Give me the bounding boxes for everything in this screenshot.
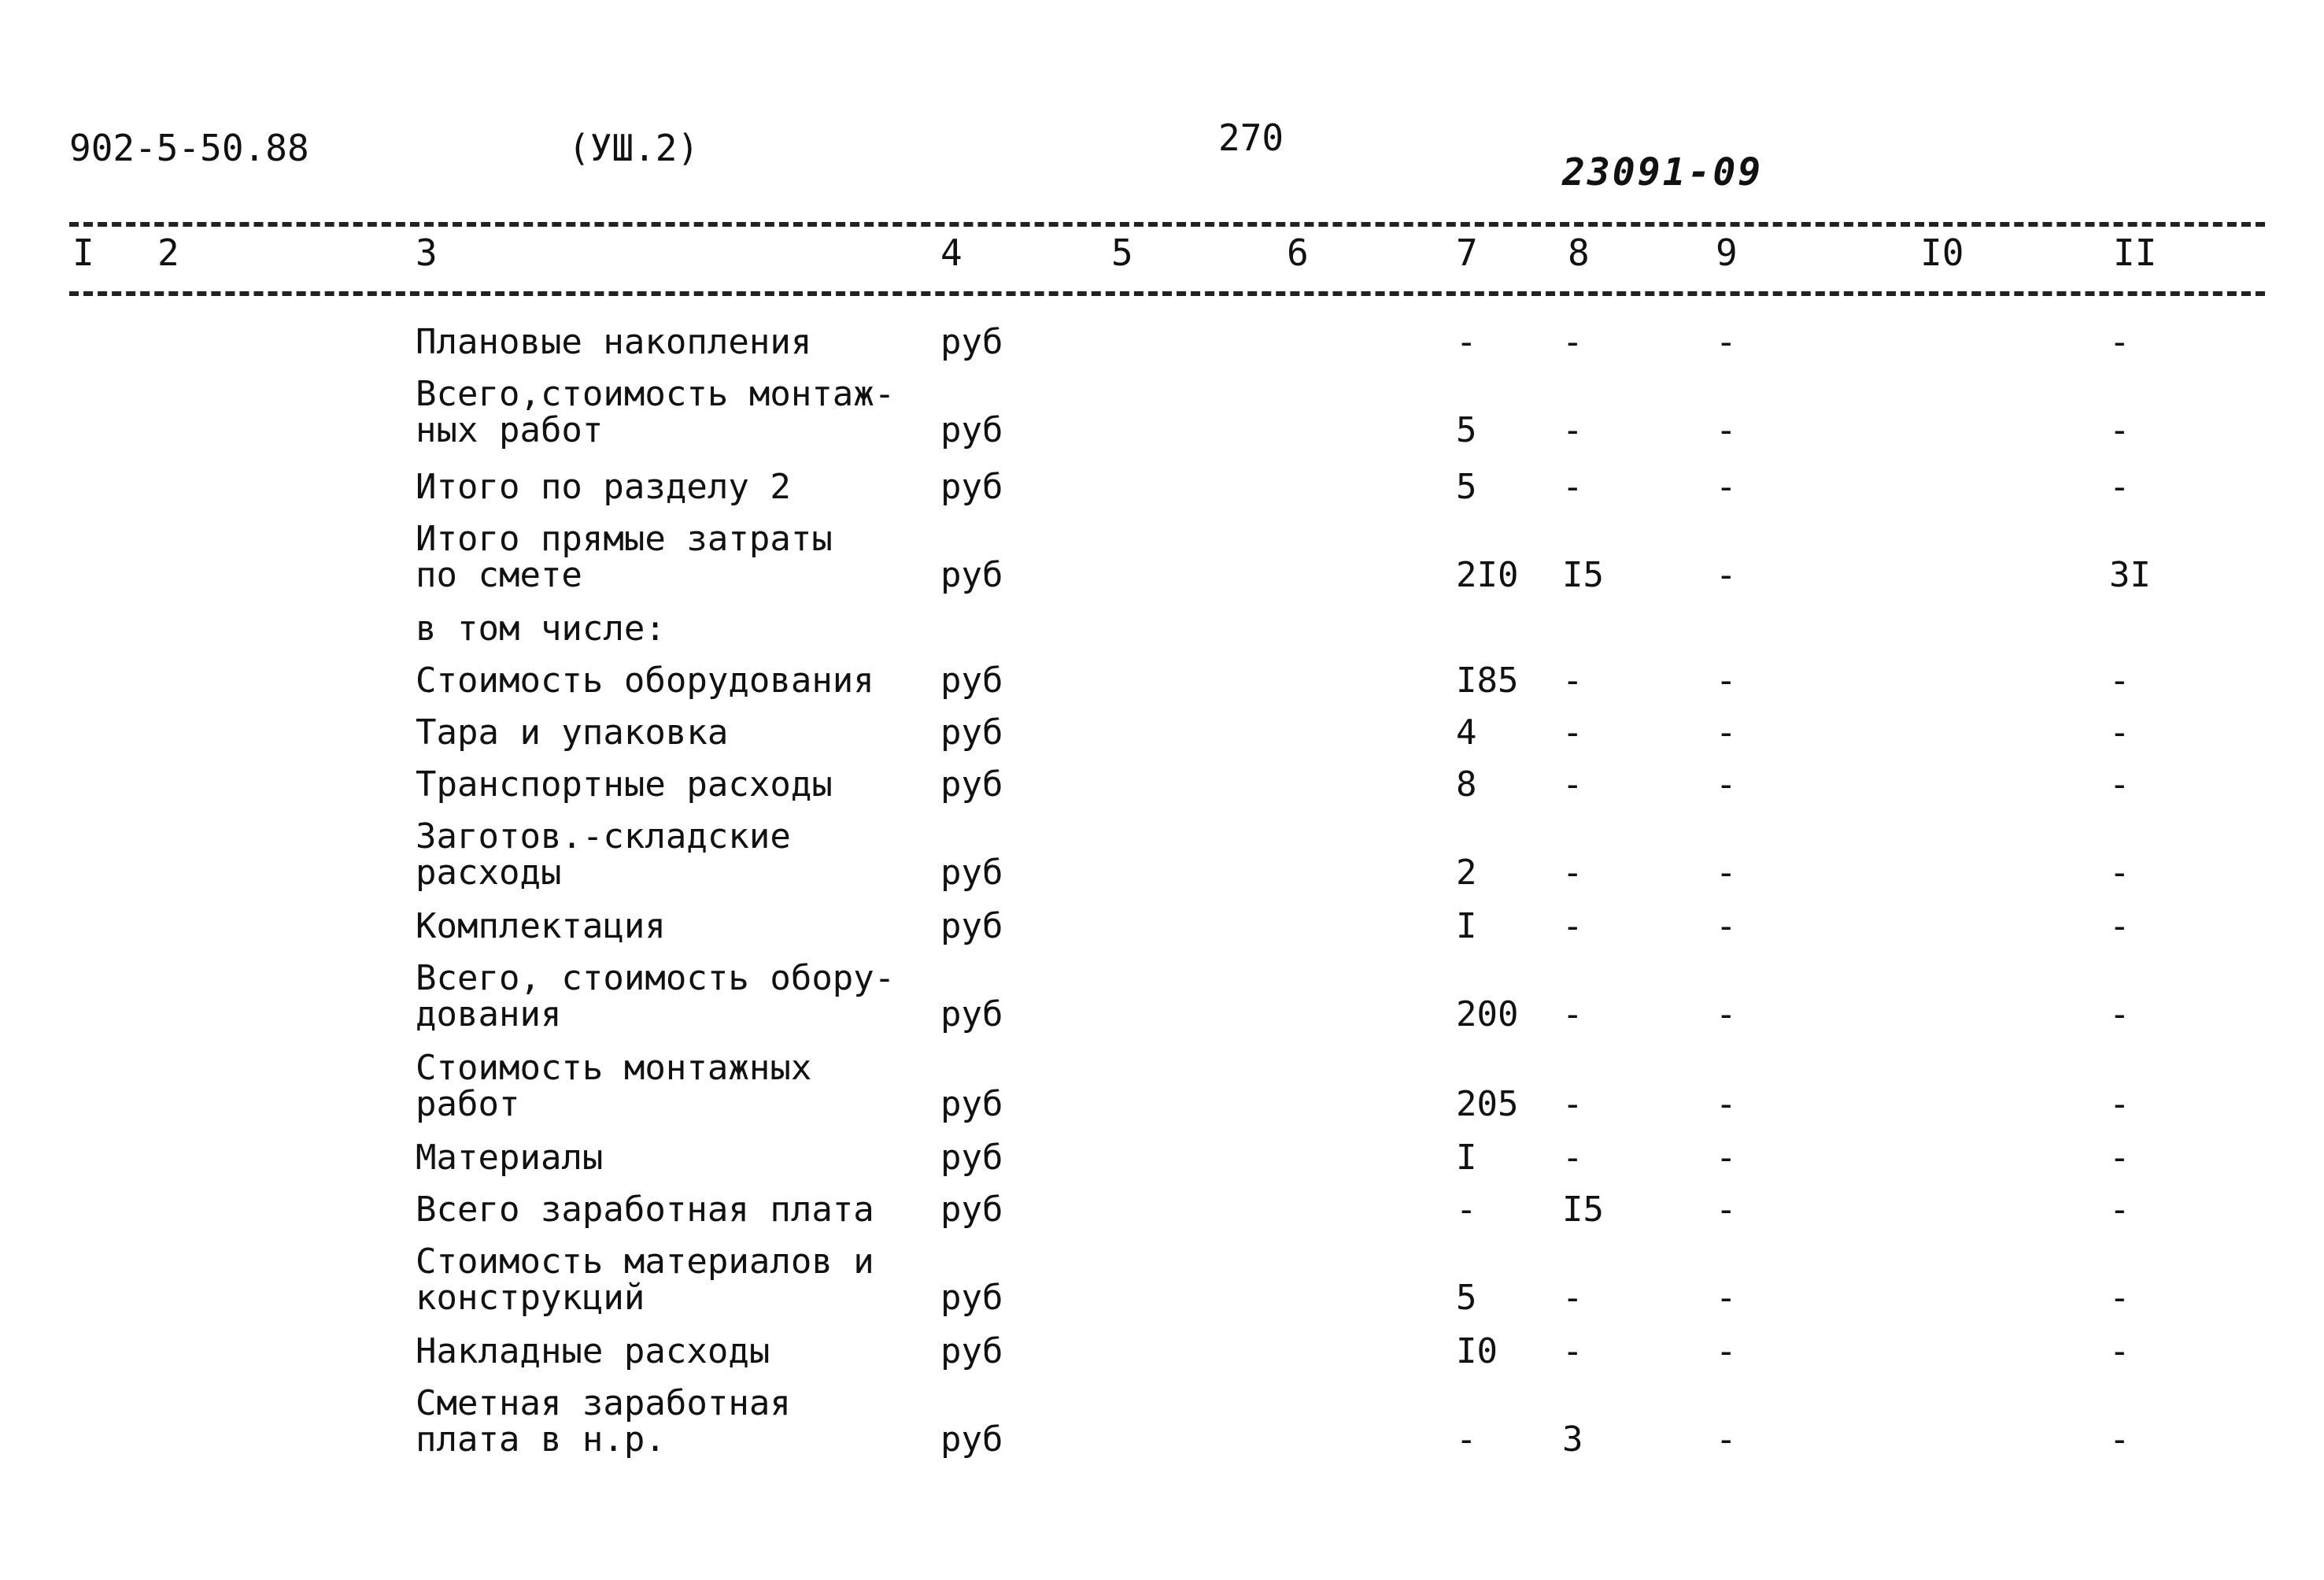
col8-value: - [1562, 322, 1583, 362]
item-name [416, 660, 927, 701]
item-name [416, 1383, 927, 1460]
col8-value: 3 [1562, 1419, 1583, 1460]
col9-value: - [1716, 994, 1737, 1034]
col8-value: - [1562, 410, 1583, 450]
item-name [416, 376, 927, 449]
item-name [416, 712, 927, 753]
col8-value: - [1562, 660, 1583, 701]
col9-value: - [1716, 322, 1737, 362]
col9-value: - [1716, 1278, 1737, 1318]
col7-value: 200 [1456, 994, 1519, 1034]
col11-value: - [2109, 712, 2130, 753]
unit-cell: руб [940, 660, 1003, 701]
unit-cell: руб [940, 322, 1003, 362]
unit-cell: руб [940, 410, 1003, 450]
col7-value: I [1456, 1138, 1477, 1178]
item-name-line: конструкций [416, 1278, 645, 1318]
col11-value: - [2109, 994, 2130, 1034]
item-name-line: Стоимость монтажных [416, 1048, 812, 1088]
unit-cell: руб [940, 994, 1003, 1034]
column-header-7: 7 [1456, 231, 1478, 274]
col11-value: - [2109, 1190, 2130, 1230]
col7-value: I85 [1456, 660, 1519, 701]
unit-cell: руб [940, 467, 1003, 507]
unit-cell: руб [940, 1331, 1003, 1371]
col8-value: - [1562, 712, 1583, 753]
item-name [416, 1241, 927, 1318]
col8-value: - [1562, 467, 1583, 507]
column-header-4: 4 [940, 231, 962, 274]
col11-value: - [2109, 322, 2130, 362]
document-code: 902-5-50.88 [69, 127, 309, 169]
col8-value: I5 [1562, 555, 1604, 595]
col9-value: - [1716, 1190, 1737, 1230]
item-name [416, 1331, 927, 1371]
col9-value: - [1716, 764, 1737, 805]
col9-value: - [1716, 906, 1737, 946]
col11-value: - [2109, 410, 2130, 450]
unit-cell: руб [940, 1138, 1003, 1178]
col11-value: - [2109, 1278, 2130, 1318]
item-name-line: Накладные расходы [416, 1331, 770, 1371]
col11-value: - [2109, 906, 2130, 946]
item-name [416, 469, 927, 505]
page-number: 270 [1218, 117, 1284, 159]
sheet-label: (УШ.2) [568, 127, 700, 169]
col7-value: I0 [1456, 1331, 1498, 1371]
header-divider-top [69, 222, 2265, 227]
item-name-line: Транспортные расходы [416, 764, 833, 805]
item-name-line: работ [416, 1084, 520, 1124]
col7-value: I [1456, 906, 1477, 946]
col9-value: - [1716, 660, 1737, 701]
item-name-line: дования [416, 994, 562, 1034]
col11-value: - [2109, 1419, 2130, 1460]
col11-value: - [2109, 853, 2130, 893]
col9-value: - [1716, 1331, 1737, 1371]
col7-value: 205 [1456, 1084, 1519, 1124]
col7-value: - [1456, 1190, 1477, 1230]
col8-value: - [1562, 994, 1583, 1034]
item-name [416, 324, 927, 361]
col8-value: - [1562, 1084, 1583, 1124]
col11-value: - [2109, 660, 2130, 701]
item-name-line: Плановые накопления [416, 322, 812, 362]
col7-value: 5 [1456, 1278, 1477, 1318]
col7-value: 5 [1456, 467, 1477, 507]
item-name [416, 1140, 927, 1176]
col7-value: 8 [1456, 764, 1477, 805]
unit-cell: руб [940, 555, 1003, 595]
item-name-line: Тара и упаковка [416, 712, 729, 753]
col11-value: - [2109, 1084, 2130, 1124]
col7-value: - [1456, 1419, 1477, 1460]
item-name [416, 1192, 927, 1228]
item-name-line: Итого прямые затраты [416, 519, 833, 559]
col11-value: - [2109, 1138, 2130, 1178]
item-name-line: Сметная заработная [416, 1383, 791, 1423]
col11-value: - [2109, 467, 2130, 507]
item-name-line: Всего, стоимость обору- [416, 958, 896, 998]
item-name-line: Всего заработная плата [416, 1190, 874, 1230]
column-header-11: II [2113, 231, 2157, 274]
item-name-line: Всего,стоимость монтаж- [416, 374, 896, 414]
unit-cell: руб [940, 1278, 1003, 1318]
col8-value: - [1562, 853, 1583, 893]
inventory-number: 23091-09 [1562, 150, 1764, 194]
unit-cell: руб [940, 1084, 1003, 1124]
col9-value: - [1716, 1138, 1737, 1178]
col9-value: - [1716, 555, 1737, 595]
item-name-line: по смете [416, 555, 582, 595]
item-name [416, 611, 927, 647]
col7-value: 2 [1456, 853, 1477, 893]
col8-value: - [1562, 1331, 1583, 1371]
column-header-2: 2 [157, 231, 179, 274]
column-header-10: I0 [1920, 231, 1964, 274]
col8-value: I5 [1562, 1190, 1604, 1230]
col8-value: - [1562, 906, 1583, 946]
column-header-1: I [72, 231, 94, 274]
column-header-8: 8 [1568, 231, 1590, 274]
col11-value: - [2109, 764, 2130, 805]
col9-value: - [1716, 1084, 1737, 1124]
item-name [416, 816, 927, 893]
item-name [416, 521, 927, 594]
item-name-line: плата в н.р. [416, 1419, 666, 1460]
unit-cell: руб [940, 1419, 1003, 1460]
item-name-line: Комплектация [416, 906, 666, 946]
col7-value: 5 [1456, 410, 1477, 450]
unit-cell: руб [940, 712, 1003, 753]
item-name-line: расходы [416, 853, 562, 893]
item-name-line: ных работ [416, 410, 604, 450]
col11-value: 3I [2109, 555, 2151, 595]
col9-value: - [1716, 1419, 1737, 1460]
header-divider-bottom [69, 291, 2265, 296]
item-name-line: Стоимость материалов и [416, 1241, 874, 1282]
unit-cell: руб [940, 906, 1003, 946]
col11-value: - [2109, 1331, 2130, 1371]
col8-value: - [1562, 764, 1583, 805]
item-name-line: Стоимость оборудования [416, 660, 874, 701]
item-name-line: в том числе: [416, 609, 666, 649]
unit-cell: руб [940, 1190, 1003, 1230]
col7-value: - [1456, 322, 1477, 362]
item-name [416, 908, 927, 945]
item-name [416, 960, 927, 1033]
col9-value: - [1716, 410, 1737, 450]
col8-value: - [1562, 1278, 1583, 1318]
unit-cell: руб [940, 853, 1003, 893]
column-header-5: 5 [1111, 231, 1133, 274]
col9-value: - [1716, 467, 1737, 507]
col7-value: 4 [1456, 712, 1477, 753]
col8-value: - [1562, 1138, 1583, 1178]
column-header-6: 6 [1287, 231, 1309, 274]
item-name-line: Материалы [416, 1138, 604, 1178]
item-name [416, 1050, 927, 1123]
column-header-3: 3 [416, 231, 438, 274]
item-name-line: Заготов.-складские [416, 816, 791, 857]
col9-value: - [1716, 853, 1737, 893]
col7-value: 2I0 [1456, 555, 1519, 595]
unit-cell: руб [940, 764, 1003, 805]
item-name [416, 764, 927, 805]
col9-value: - [1716, 712, 1737, 753]
column-header-9: 9 [1716, 231, 1738, 274]
item-name-line: Итого по разделу 2 [416, 467, 791, 507]
